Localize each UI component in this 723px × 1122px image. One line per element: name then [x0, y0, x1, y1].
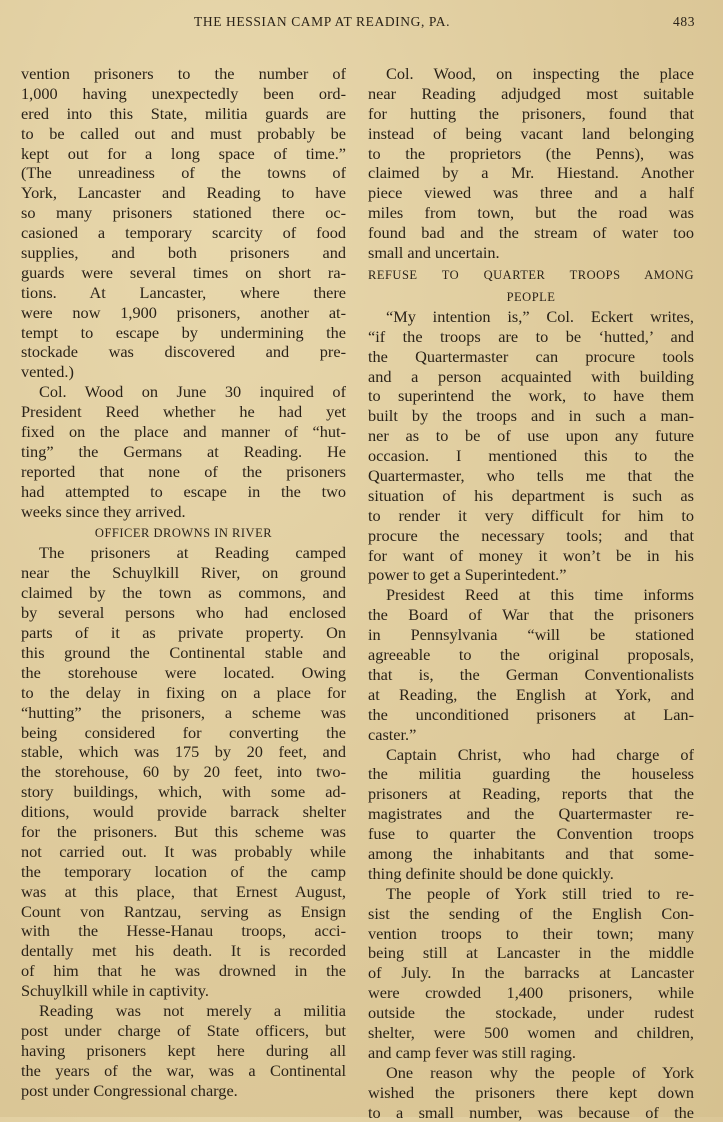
text-line: vention prisoners to the number of — [21, 64, 346, 83]
text-line: built by the troops and in such a man- — [368, 406, 694, 426]
paragraph-start-line: Presidest Reed at this time informs — [386, 585, 694, 605]
text-line: among the inhabitants and that some- — [368, 843, 694, 863]
text-line: miles from town, but the road was — [368, 203, 694, 223]
text-line: caster.” — [368, 724, 417, 744]
page-number: 483 — [673, 14, 696, 29]
text-line: Quartermaster, who tells me that the — [368, 466, 694, 486]
text-line: situation of his department is such as — [368, 485, 694, 505]
text-line: fixed on the place and manner of “hut- — [21, 422, 346, 442]
text-line: the storehouse, 60 by 20 feet, into two- — [21, 762, 346, 782]
text-line: procure the necessary tools; and that — [368, 525, 694, 545]
text-line: near the Schuylkill River, on ground — [21, 563, 346, 583]
page-header — [0, 14, 723, 34]
text-line: the militia guarding the houseless — [368, 764, 694, 784]
text-line: sist the sending of the English Con- — [368, 903, 694, 923]
text-line: reported that none of the prisoners — [21, 461, 346, 481]
paragraph-start-line: Captain Christ, who had charge of — [386, 744, 694, 764]
text-line: piece viewed was three and a half — [368, 183, 694, 203]
text-line: (The unreadiness of the towns of — [21, 163, 346, 183]
text-line: the Board of War that the prisoners — [368, 605, 694, 625]
text-line: for hutting the prisoners, found that — [368, 103, 694, 123]
section-heading: PEOPLE — [506, 289, 556, 304]
paragraph-start-line: Col. Wood on June 30 inquired of — [39, 382, 346, 402]
paragraph-start-line: Reading was not merely a militia — [39, 1000, 346, 1020]
text-line: at Reading, the English at York, and — [368, 684, 694, 704]
paragraph-start-line: The prisoners at Reading camped — [39, 543, 346, 563]
text-line: thing definite should be done quickly. — [368, 863, 614, 883]
text-line: “if the troops are to be ‘hutted,’ and — [368, 326, 694, 346]
text-line: agreeable to the original proposals, — [368, 645, 694, 665]
paragraph-start-line: The people of York still tried to re- — [386, 883, 694, 903]
text-line: ered into this State, militia guards are — [21, 103, 346, 123]
text-line: power to get a Superintedent.” — [368, 565, 567, 585]
text-line: claimed by a Mr. Hiestand. Another — [368, 163, 694, 183]
running-title: THE HESSIAN CAMP AT READING, PA. — [194, 14, 451, 29]
text-line: by several persons who had enclosed — [21, 603, 346, 623]
text-line: found bad and the stream of water too — [368, 223, 694, 243]
text-line: vention troops to their town; many — [368, 923, 694, 943]
text-line: President Reed whether he had yet — [21, 402, 346, 422]
text-line: being still at Lancaster in the middle — [368, 943, 694, 963]
text-line: near Reading adjudged most suitable — [368, 83, 694, 103]
text-line: was at this place, that Ernest August, — [21, 881, 346, 901]
text-line: with the Hesse-Hanau troops, acci- — [21, 921, 346, 941]
text-line: the temporary location of the camp — [21, 861, 346, 881]
text-line: to render it very difficult for him to — [368, 505, 694, 525]
text-line: post under Congressional charge. — [21, 1080, 238, 1100]
text-line: stockade was discovered and pre- — [21, 342, 346, 362]
text-line: of July. In the barracks at Lancaster — [368, 963, 694, 983]
text-line: the Quartermaster can procure tools — [368, 346, 694, 366]
text-line: having prisoners kept here during all — [21, 1040, 346, 1060]
text-line: fuse to quarter the Convention troops — [368, 824, 694, 844]
text-line: to the proprietors (the Penns), was — [368, 143, 694, 163]
left-column — [21, 64, 346, 1100]
text-line: and a person acquainted with building — [368, 366, 694, 386]
text-line: shelter, were 500 women and children, — [368, 1022, 694, 1042]
text-line: of him that he was drowned in the — [21, 961, 346, 981]
text-line: were now 1,900 prisoners, another at- — [21, 302, 346, 322]
text-line: vented.) — [21, 362, 74, 382]
section-heading: OFFICER DROWNS IN RIVER — [94, 526, 273, 541]
text-line: the storehouse were located. Owing — [21, 662, 346, 682]
section-heading: REFUSE TO QUARTER TROOPS AMONG — [368, 267, 694, 282]
text-line: “hutting” the prisoners, a scheme was — [21, 702, 346, 722]
text-line: for the prisoners. But this scheme was — [21, 821, 346, 841]
paragraph-start-line: One reason why the people of York — [386, 1062, 694, 1082]
text-line: 1,000 having unexpectedly been ord- — [21, 83, 346, 103]
text-line: had attempted to escape in the two — [21, 481, 346, 501]
text-line: Schuylkill while in captivity. — [21, 981, 209, 1001]
text-line: instead of being vacant land belonging — [368, 123, 694, 143]
text-line: claimed by the town as commons, and — [21, 583, 346, 603]
paragraph-start-line: “My intention is,” Col. Eckert writes, — [386, 306, 694, 326]
text-line: this ground the Continental stable and — [21, 642, 346, 662]
text-line: that is, the German Conventionalists — [368, 664, 694, 684]
text-line: ting” the Germans at Reading. He — [21, 441, 346, 461]
text-line: dentally met his death. It is recorded — [21, 941, 346, 961]
text-line: parts of it as private property. On — [21, 623, 346, 643]
text-line: and camp fever was still raging. — [368, 1042, 576, 1062]
text-line: prisoners at Reading, reports that the — [368, 784, 694, 804]
text-line: to superintend the work, to have them — [368, 386, 694, 406]
text-line: to a small number, was because of the — [368, 1102, 694, 1122]
text-line: outside the stockade, under rudest — [368, 1003, 694, 1023]
text-line: stable, which was 175 by 20 feet, and — [21, 742, 346, 762]
text-line: not carried out. It was probably while — [21, 841, 346, 861]
text-line: tempt to escape by undermining the — [21, 322, 346, 342]
text-line: Count von Rantzau, serving as Ensign — [21, 901, 346, 921]
text-line: York, Lancaster and Reading to have — [21, 183, 346, 203]
text-line: guards were several times on short ra- — [21, 262, 346, 282]
text-line: to the delay in fixing on a place for — [21, 682, 346, 702]
paragraph-start-line: Col. Wood, on inspecting the place — [386, 64, 694, 83]
text-line: so many prisoners stationed there oc- — [21, 203, 346, 223]
text-line: occasion. I mentioned this to the — [368, 446, 694, 466]
text-line: story buildings, which, with some ad- — [21, 782, 346, 802]
text-line: were crowded 1,400 prisoners, while — [368, 983, 694, 1003]
text-line: ditions, would provide barrack shelter — [21, 802, 346, 822]
text-line: small and uncertain. — [368, 243, 500, 263]
text-line: the years of the war, was a Continental — [21, 1060, 346, 1080]
text-line: ner as to be of use upon any future — [368, 426, 694, 446]
text-line: supplies, and both prisoners and — [21, 243, 346, 263]
text-line: weeks since they arrived. — [21, 501, 186, 521]
text-line: wished the prisoners there kept down — [368, 1082, 694, 1102]
right-column — [368, 64, 694, 1122]
text-line: in Pennsylvania “will be stationed — [368, 625, 694, 645]
text-line: kept out for a long space of time.” — [21, 143, 346, 163]
text-line: to be called out and must probably be — [21, 123, 346, 143]
text-line: post under charge of State officers, but — [21, 1020, 346, 1040]
text-line: tions. At Lancaster, where there — [21, 282, 346, 302]
text-line: being considered for converting the — [21, 722, 346, 742]
text-line: casioned a temporary scarcity of food — [21, 223, 346, 243]
text-line: magistrates and the Quartermaster re- — [368, 804, 694, 824]
text-line: the unconditioned prisoners at Lan- — [368, 704, 694, 724]
text-line: for want of money it won’t be in his — [368, 545, 694, 565]
